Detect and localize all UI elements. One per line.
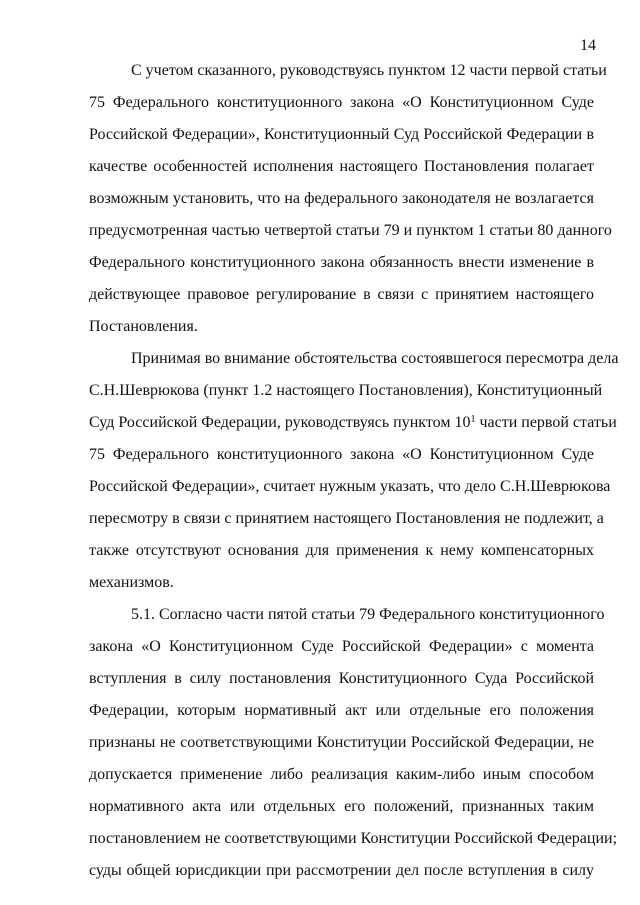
text-line: 75 Федерального конституционного закона «О Конституционном Суде bbox=[89, 446, 594, 463]
text-line: Федерации, которым нормативный акт или отдельные его положения bbox=[89, 702, 594, 719]
text-line: суды общей юрисдикции при рассмотрении дел после вступления в силу bbox=[89, 862, 594, 879]
text-line: также отсутствуют основания для применения к нему компенсаторных bbox=[89, 542, 594, 559]
text-line: механизмов. bbox=[89, 574, 174, 591]
text-line: 5.1. Согласно части пятой статьи 79 Федерального конституционного bbox=[131, 606, 605, 623]
text-line: Российской Федерации», считает нужным указать, что дело С.Н.Шеврюкова bbox=[89, 478, 611, 495]
text-line: постановлением не соответствующими Конституции Российской Федерации; bbox=[89, 830, 618, 847]
text-line: Федерального конституционного закона обязанность внести изменение в bbox=[89, 254, 594, 271]
text-segment: части первой статьи bbox=[475, 414, 617, 431]
text-line: Российской Федерации», Конституционный Суд Российской Федерации в bbox=[89, 126, 594, 143]
text-line: Принимая во внимание обстоятельства состоявшегося пересмотра дела bbox=[131, 350, 619, 367]
page-number: 14 bbox=[580, 37, 596, 54]
text-line: С.Н.Шеврюкова (пункт 1.2 настоящего Постановления), Конституционный bbox=[89, 382, 603, 399]
text-line: признаны не соответствующими Конституции Российской Федерации, не bbox=[89, 734, 594, 751]
text-line: 75 Федерального конституционного закона «О Конституционном Суде bbox=[89, 94, 594, 111]
text-line: действующее правовое регулирование в связи с принятием настоящего bbox=[89, 286, 594, 303]
text-line: возможным установить, что на федерального законодателя не возлагается bbox=[89, 190, 594, 207]
text-line-with-superscript bbox=[89, 407, 617, 439]
text-line: закона «О Конституционном Суде Российской Федерации» с момента bbox=[89, 638, 594, 655]
text-line: Постановления. bbox=[89, 318, 198, 335]
text-line: предусмотренная частью четвертой статьи 79 и пунктом 1 статьи 80 данного bbox=[89, 222, 612, 239]
text-line: С учетом сказанного, руководствуясь пунктом 12 части первой статьи bbox=[131, 62, 607, 79]
text-line: качестве особенностей исполнения настоящего Постановления полагает bbox=[89, 158, 594, 175]
superscript: 1 bbox=[470, 414, 476, 425]
text-line: допускается применение либо реализация каким-либо иным способом bbox=[89, 766, 594, 783]
text-line: пересмотру в связи с принятием настоящего Постановления не подлежит, а bbox=[89, 510, 604, 527]
text-segment: Суд Российской Федерации, руководствуясь пунктом 10 bbox=[89, 414, 471, 431]
text-line: вступления в силу постановления Конституционного Суда Российской bbox=[89, 670, 594, 687]
text-line: нормативного акта или отдельных его положений, признанных таким bbox=[89, 798, 594, 815]
